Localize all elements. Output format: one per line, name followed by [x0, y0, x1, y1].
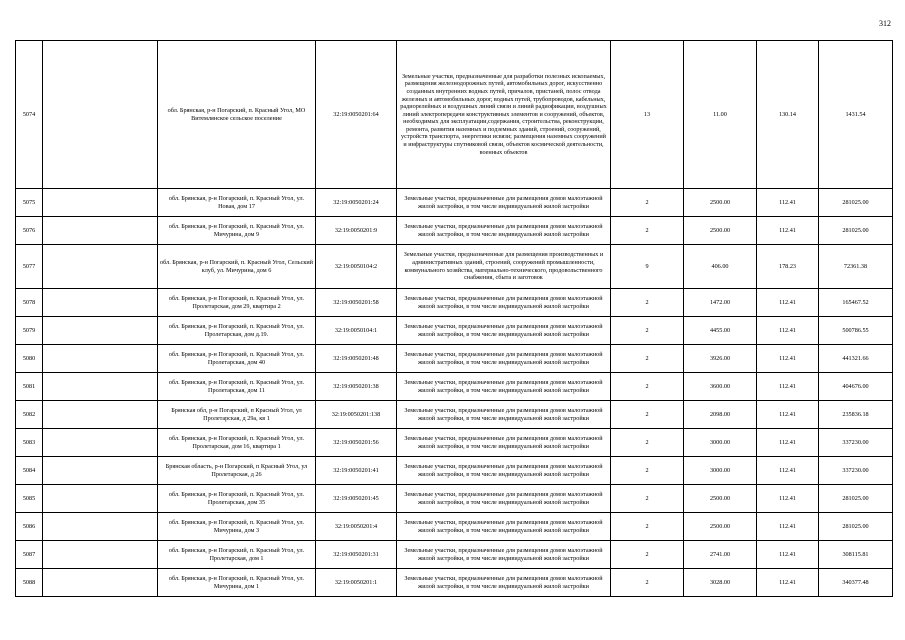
blank-cell [43, 41, 158, 189]
table-body [16, 41, 893, 597]
cadastral-number-cell: 32:19:0050201:1 [316, 569, 397, 597]
table-row [16, 513, 893, 541]
cadastral-value-cell: 281025.00 [819, 485, 893, 513]
blank-cell [43, 401, 158, 429]
area-cell: 2500.00 [684, 189, 757, 217]
table-row [16, 41, 893, 189]
address-cell: обл. Брянская, р-н Погарский, п. Красный Угол, Сельский клуб, ул. Мичурина, дом 6 [158, 245, 316, 289]
land-use-cell: Земельные участки, предназначенные для размещения домов малоэтажной жилой застройки, в том числе индивидуальной жилой застройки [397, 401, 611, 429]
table-row [16, 317, 893, 345]
row-number-cell: 5079 [16, 317, 43, 345]
group-cell: 2 [611, 217, 684, 245]
page-number: 312 [879, 19, 891, 28]
cadastral-number-cell: 32:19:0050201:48 [316, 345, 397, 373]
address-cell: обл. Брянская, р-н Погарский, п. Красный Угол, ул. Мичурина, дом 9 [158, 217, 316, 245]
cadastral-value-cell: 281025.00 [819, 513, 893, 541]
row-number-cell: 5088 [16, 569, 43, 597]
cadastral-value-cell: 404676.00 [819, 373, 893, 401]
land-registry-table [15, 40, 893, 597]
blank-cell [43, 513, 158, 541]
land-use-cell: Земельные участки, предназначенные для размещения домов малоэтажной жилой застройки, в том числе индивидуальной жилой застройки [397, 457, 611, 485]
area-cell: 3000.00 [684, 457, 757, 485]
cadastral-value-cell: 281025.00 [819, 217, 893, 245]
cadastral-value-cell: 441321.66 [819, 345, 893, 373]
area-cell: 11.00 [684, 41, 757, 189]
cadastral-value-cell: 337230.00 [819, 457, 893, 485]
table-row [16, 245, 893, 289]
group-cell: 2 [611, 345, 684, 373]
specific-value-cell: 112.41 [757, 345, 819, 373]
specific-value-cell: 112.41 [757, 289, 819, 317]
group-cell: 2 [611, 373, 684, 401]
row-number-cell: 5074 [16, 41, 43, 189]
address-cell: обл. Брянская, р-н Погарский, п. Красный Угол, ул. Пролетарская, дом 11 [158, 373, 316, 401]
blank-cell [43, 485, 158, 513]
table-row [16, 457, 893, 485]
row-number-cell: 5080 [16, 345, 43, 373]
address-cell: обл. Брянская, р-н Погарский, п. Красный Угол, ул. Мичурина, дом 3 [158, 513, 316, 541]
blank-cell [43, 317, 158, 345]
cadastral-number-cell: 32:19:0050104:1 [316, 317, 397, 345]
specific-value-cell: 112.41 [757, 457, 819, 485]
specific-value-cell: 112.41 [757, 317, 819, 345]
specific-value-cell: 112.41 [757, 217, 819, 245]
area-cell: 4455.00 [684, 317, 757, 345]
cadastral-value-cell: 308115.81 [819, 541, 893, 569]
cadastral-value-cell: 340377.48 [819, 569, 893, 597]
row-number-cell: 5077 [16, 245, 43, 289]
blank-cell [43, 289, 158, 317]
area-cell: 2098.00 [684, 401, 757, 429]
land-use-cell: Земельные участки, предназначенные для разработки полезных ископаемых, размещения железнодорожных путей, автомобильных дорог, искусственно созданных внутренних водных путей, причалов, пристаней, полос отвода железных и автомобильных дорог, водных путей, трубопроводов, кабельных, радиорелейных и воздушных линий связи и линий радиофикации, воздушных линий электропередачи конструктивных элементов и сооружений, объектов, необходимых для эксплуатации,содержания, строительства, реконструкции, ремонта, развития наземных и подземных зданий, строений, сооружений, устройств транспорта, энергетики исвязи; размещения наземных сооружений и инфраструктуры спутниковой связи, объектов космической деятельности, военных объектов [397, 41, 611, 189]
row-number-cell: 5086 [16, 513, 43, 541]
row-number-cell: 5075 [16, 189, 43, 217]
land-use-cell: Земельные участки, предназначенные для размещения домов малоэтажной жилой застройки, в том числе индивидуальной жилой застройки [397, 289, 611, 317]
group-cell: 2 [611, 513, 684, 541]
area-cell: 3000.00 [684, 429, 757, 457]
cadastral-value-cell: 337230.00 [819, 429, 893, 457]
address-cell: Брянская область, р-н Погарский, п Красный Угол, ул Пролетарская, д 26 [158, 457, 316, 485]
land-use-cell: Земельные участки, предназначенные для размещения домов малоэтажной жилой застройки, в том числе индивидуальной жилой застройки [397, 345, 611, 373]
specific-value-cell: 112.41 [757, 373, 819, 401]
land-use-cell: Земельные участки, предназначенные для размещения домов малоэтажной жилой застройки, в том числе индивидуальной жилой застройки [397, 569, 611, 597]
table-row [16, 569, 893, 597]
row-number-cell: 5082 [16, 401, 43, 429]
area-cell: 2500.00 [684, 217, 757, 245]
blank-cell [43, 373, 158, 401]
cadastral-number-cell: 32:19:0050201:38 [316, 373, 397, 401]
group-cell: 2 [611, 457, 684, 485]
address-cell: обл. Брянская, р-н Погарский, п. Красный Угол, МО Витемлянское сельское поселение [158, 41, 316, 189]
blank-cell [43, 217, 158, 245]
cadastral-value-cell: 165467.52 [819, 289, 893, 317]
area-cell: 2500.00 [684, 485, 757, 513]
row-number-cell: 5076 [16, 217, 43, 245]
table-row [16, 373, 893, 401]
group-cell: 2 [611, 317, 684, 345]
cadastral-number-cell: 32:19:0050104:2 [316, 245, 397, 289]
address-cell: Брянская обл, р-н Погарский, п Красный Угол, ул Пролетарская, д 29а, кв 1 [158, 401, 316, 429]
table-row [16, 289, 893, 317]
address-cell: обл. Брянская, р-н Погарский, п. Красный Угол, ул. Мичурина, дом 1 [158, 569, 316, 597]
specific-value-cell: 112.41 [757, 485, 819, 513]
area-cell: 2741.00 [684, 541, 757, 569]
land-use-cell: Земельные участки, предназначенные для размещения домов малоэтажной жилой застройки, в том числе индивидуальной жилой застройки [397, 541, 611, 569]
group-cell: 13 [611, 41, 684, 189]
table-row [16, 345, 893, 373]
table-row [16, 401, 893, 429]
row-number-cell: 5078 [16, 289, 43, 317]
table-row [16, 189, 893, 217]
land-use-cell: Земельные участки, предназначенные для размещения домов малоэтажной жилой застройки, в том числе индивидуальной жилой застройки [397, 189, 611, 217]
table-row [16, 429, 893, 457]
row-number-cell: 5087 [16, 541, 43, 569]
cadastral-number-cell: 32:19:0050201:24 [316, 189, 397, 217]
land-use-cell: Земельные участки, предназначенные для размещения производственных и административных зданий, строений, сооружений промышленности, коммунального хозяйства, материально-технического, продовольственного снабжения, сбыта и заготовок [397, 245, 611, 289]
land-use-cell: Земельные участки, предназначенные для размещения домов малоэтажной жилой застройки, в том числе индивидуальной жилой застройки [397, 317, 611, 345]
area-cell: 2500.00 [684, 513, 757, 541]
land-use-cell: Земельные участки, предназначенные для размещения домов малоэтажной жилой застройки, в том числе индивидуальной жилой застройки [397, 217, 611, 245]
address-cell: обл. Брянская, р-н Погарский, п. Красный Угол, ул. Новая, дом 17 [158, 189, 316, 217]
area-cell: 3600.00 [684, 373, 757, 401]
land-use-cell: Земельные участки, предназначенные для размещения домов малоэтажной жилой застройки, в том числе индивидуальной жилой застройки [397, 373, 611, 401]
address-cell: обл. Брянская, р-н Погарский, п. Красный Угол, ул. Пролетарская, дом 1 [158, 541, 316, 569]
group-cell: 2 [611, 429, 684, 457]
specific-value-cell: 112.41 [757, 401, 819, 429]
cadastral-number-cell: 32:19:0050201:45 [316, 485, 397, 513]
row-number-cell: 5081 [16, 373, 43, 401]
table-row [16, 217, 893, 245]
blank-cell [43, 345, 158, 373]
specific-value-cell: 112.41 [757, 189, 819, 217]
cadastral-number-cell: 32:19:0050201:9 [316, 217, 397, 245]
row-number-cell: 5085 [16, 485, 43, 513]
land-use-cell: Земельные участки, предназначенные для размещения домов малоэтажной жилой застройки, в том числе индивидуальной жилой застройки [397, 429, 611, 457]
specific-value-cell: 112.41 [757, 541, 819, 569]
row-number-cell: 5084 [16, 457, 43, 485]
address-cell: обл. Брянская, р-н Погарский, п. Красный Угол, ул. Пролетарская, дом 35 [158, 485, 316, 513]
blank-cell [43, 541, 158, 569]
specific-value-cell: 178.23 [757, 245, 819, 289]
area-cell: 3926.00 [684, 345, 757, 373]
land-use-cell: Земельные участки, предназначенные для размещения домов малоэтажной жилой застройки, в том числе индивидуальной жилой застройки [397, 513, 611, 541]
group-cell: 2 [611, 485, 684, 513]
group-cell: 2 [611, 569, 684, 597]
specific-value-cell: 112.41 [757, 569, 819, 597]
address-cell: обл. Брянская, р-н Погарский, п. Красный Угол, ул. Пролетарская, дом 40 [158, 345, 316, 373]
table-row [16, 485, 893, 513]
cadastral-value-cell: 1431.54 [819, 41, 893, 189]
blank-cell [43, 245, 158, 289]
cadastral-number-cell: 32:19:0050201:64 [316, 41, 397, 189]
blank-cell [43, 569, 158, 597]
blank-cell [43, 189, 158, 217]
group-cell: 2 [611, 289, 684, 317]
table-row [16, 541, 893, 569]
group-cell: 2 [611, 189, 684, 217]
cadastral-number-cell: 32:19:0050201:58 [316, 289, 397, 317]
address-cell: обл. Брянская, р-н Погарский, п. Красный Угол, ул. Пролетарская, дом 16, квартира 1 [158, 429, 316, 457]
area-cell: 406.00 [684, 245, 757, 289]
cadastral-value-cell: 72361.38 [819, 245, 893, 289]
area-cell: 3028.00 [684, 569, 757, 597]
cadastral-number-cell: 32:19:0050201:56 [316, 429, 397, 457]
area-cell: 1472.00 [684, 289, 757, 317]
row-number-cell: 5083 [16, 429, 43, 457]
cadastral-value-cell: 235836.18 [819, 401, 893, 429]
cadastral-value-cell: 500786.55 [819, 317, 893, 345]
address-cell: обл. Брянская, р-н Погарский, п. Красный Угол, ул. Пролетарская, дом 29, квартира 2 [158, 289, 316, 317]
cadastral-number-cell: 32:19:0050201:4 [316, 513, 397, 541]
address-cell: обл. Брянская, р-н Погарский, п. Красный Угол, ул. Пролетарская, дом д.19. [158, 317, 316, 345]
cadastral-number-cell: 32:19:0050201:138 [316, 401, 397, 429]
group-cell: 2 [611, 401, 684, 429]
specific-value-cell: 112.41 [757, 429, 819, 457]
blank-cell [43, 457, 158, 485]
land-use-cell: Земельные участки, предназначенные для размещения домов малоэтажной жилой застройки, в том числе индивидуальной жилой застройки [397, 485, 611, 513]
specific-value-cell: 112.41 [757, 513, 819, 541]
specific-value-cell: 130.14 [757, 41, 819, 189]
group-cell: 2 [611, 541, 684, 569]
cadastral-number-cell: 32:19:0050201:31 [316, 541, 397, 569]
cadastral-number-cell: 32:19:0050201:41 [316, 457, 397, 485]
blank-cell [43, 429, 158, 457]
cadastral-value-cell: 281025.00 [819, 189, 893, 217]
group-cell: 9 [611, 245, 684, 289]
